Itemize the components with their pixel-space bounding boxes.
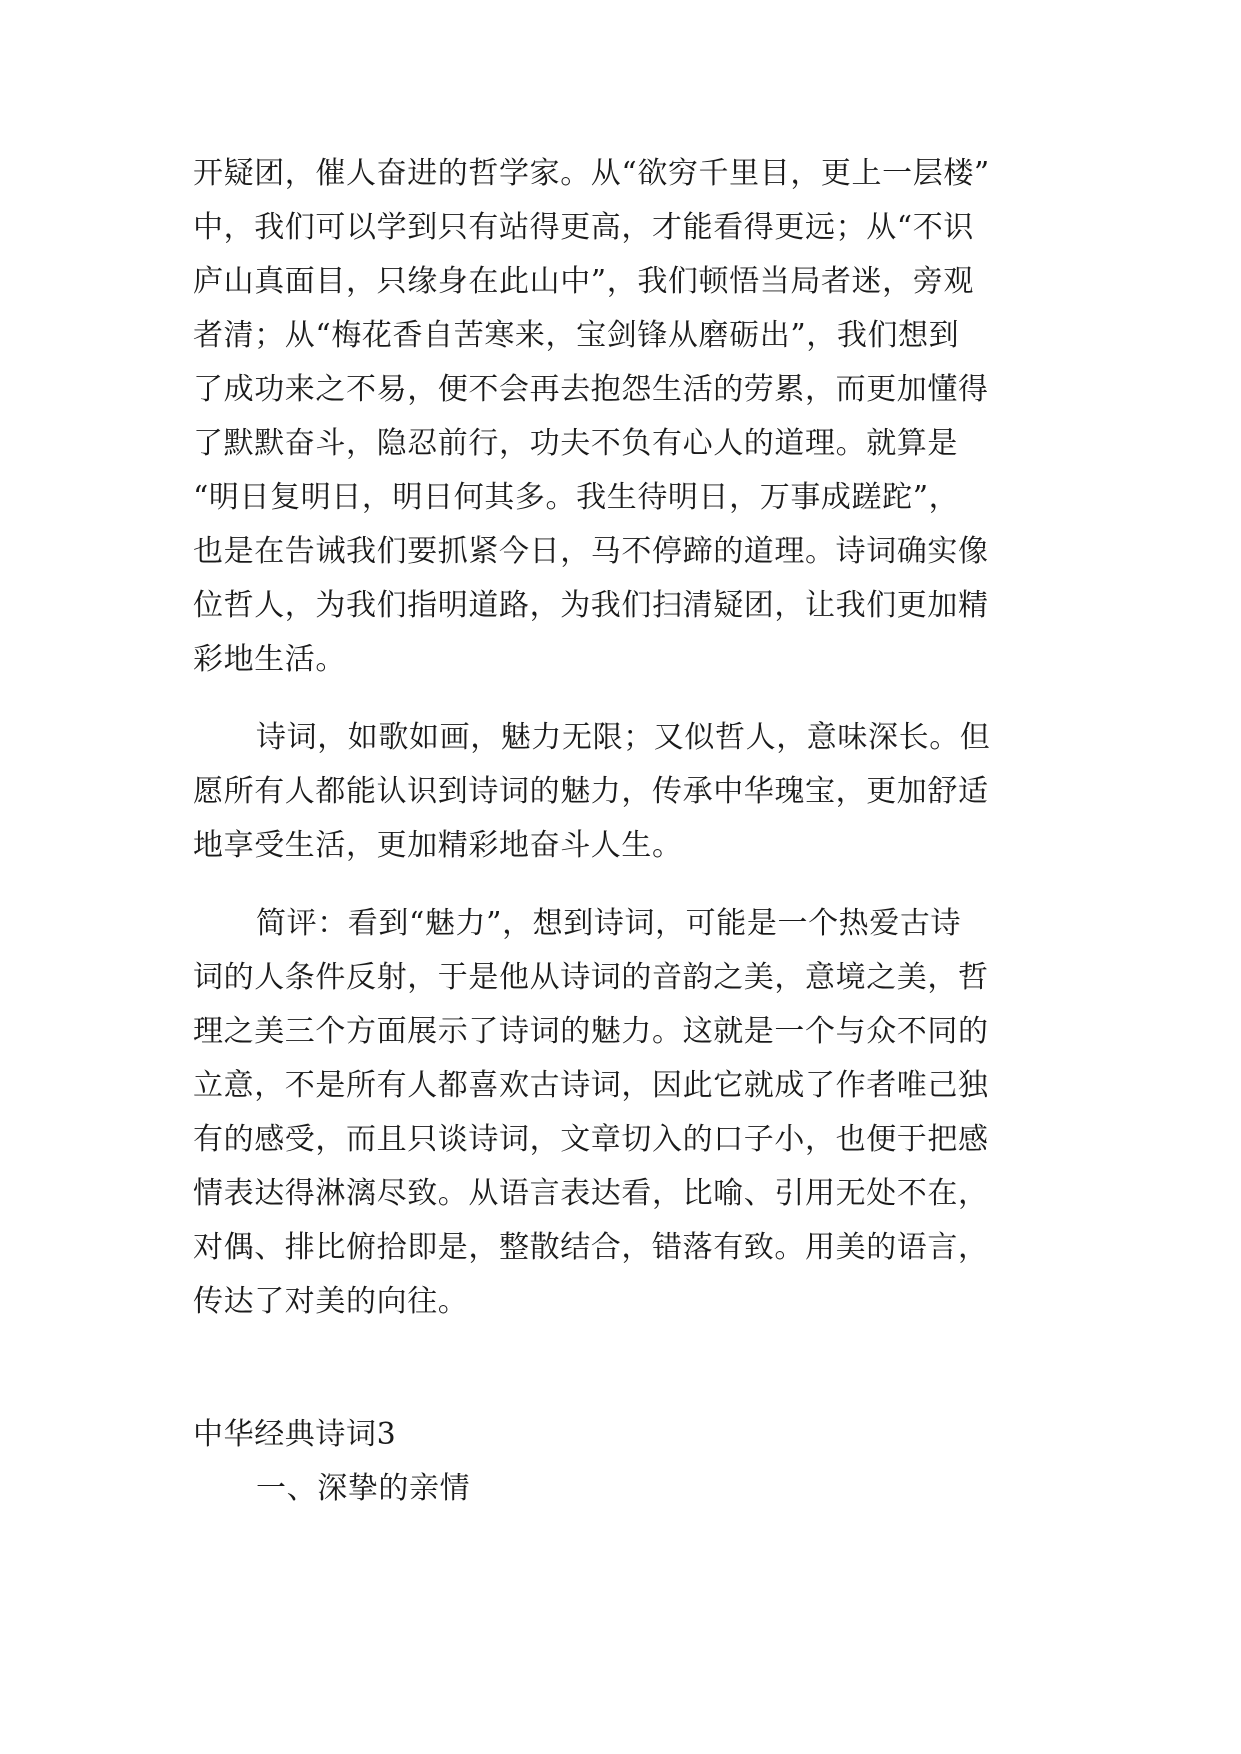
paragraph-1-line-6: 了默默奋斗，隐忍前行，功夫不负有心人的道理。就算是 bbox=[193, 426, 958, 461]
paragraph-1-line-5: 了成功来之不易，便不会再去抱怨生活的劳累，而更加懂得 bbox=[193, 372, 989, 407]
paragraph-3-line-8: 传达了对美的向往。 bbox=[193, 1284, 469, 1319]
paragraph-1-line-2: 中，我们可以学到只有站得更高，才能看得更远；从“不识 bbox=[193, 210, 974, 245]
paragraph-2-line-3: 地享受生活，更加精彩地奋斗人生。 bbox=[193, 828, 683, 863]
paragraph-3-line-6: 情表达得淋漓尽致。从语言表达看，比喻、引用无处不在， bbox=[193, 1176, 989, 1211]
paragraph-3-line-1: 简评：看到“魅力”，想到诗词，可能是一个热爱古诗 bbox=[256, 906, 962, 941]
paragraph-1-line-10: 彩地生活。 bbox=[193, 642, 346, 677]
paragraph-1-line-9: 位哲人，为我们指明道路，为我们扫清疑团，让我们更加精 bbox=[193, 588, 989, 623]
paragraph-1-line-1: 开疑团，催人奋进的哲学家。从“欲穷千里目，更上一层楼” bbox=[193, 156, 990, 191]
paragraph-3-line-3: 理之美三个方面展示了诗词的魅力。这就是一个与众不同的 bbox=[193, 1014, 989, 1049]
paragraph-1-line-4: 者清；从“梅花香自苦寒来，宝剑锋从磨砺出”，我们想到 bbox=[193, 318, 960, 353]
paragraph-2-line-1: 诗词，如歌如画，魅力无限；又似哲人，意味深长。但 bbox=[256, 720, 991, 755]
paragraph-3-line-2: 词的人条件反射，于是他从诗词的音韵之美，意境之美，哲 bbox=[193, 960, 989, 995]
section-title: 中华经典诗词3 bbox=[193, 1417, 397, 1452]
paragraph-3-line-4: 立意，不是所有人都喜欢古诗词，因此它就成了作者唯己独 bbox=[193, 1068, 989, 1103]
paragraph-1-line-3: 庐山真面目，只缘身在此山中”，我们顿悟当局者迷，旁观 bbox=[193, 264, 974, 299]
paragraph-1-line-7: “明日复明日，明日何其多。我生待明日，万事成蹉跎”， bbox=[193, 480, 960, 515]
paragraph-2-line-2: 愿所有人都能认识到诗词的魅力，传承中华瑰宝，更加舒适 bbox=[193, 774, 989, 809]
paragraph-3-line-7: 对偶、排比俯拾即是，整散结合，错落有致。用美的语言， bbox=[193, 1230, 989, 1265]
paragraph-1-line-8: 也是在告诫我们要抓紧今日，马不停蹄的道理。诗词确实像 bbox=[193, 534, 989, 569]
paragraph-3-line-5: 有的感受，而且只谈诗词，文章切入的口子小，也便于把感 bbox=[193, 1122, 989, 1157]
subsection-title: 一、深挚的亲情 bbox=[256, 1471, 471, 1506]
